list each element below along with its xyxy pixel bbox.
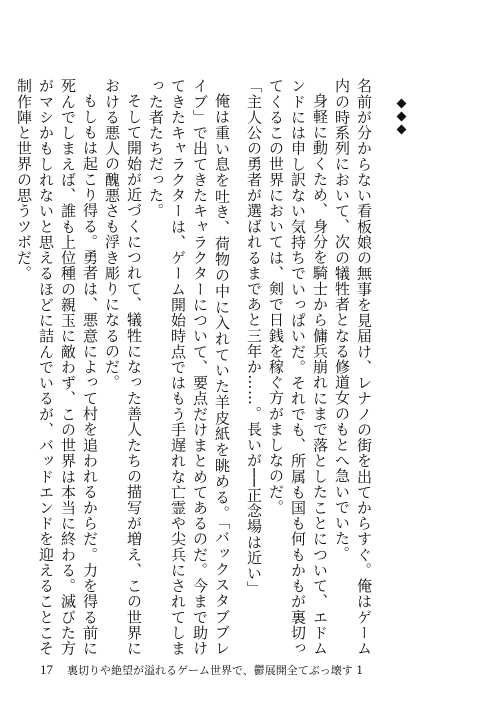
dialogue-line: 「主人公の勇者が選ばれるまであと三年か……。長いが──正念場は近い」 [245,78,263,597]
diamond-icon [396,112,406,122]
paragraph: 名前が分からない看板娘の無事を見届け、レナノの街を出てからすぐ。俺はゲーム内の時系列において、次の犠牲者となる修道女のもとへ急いでいた。 [333,78,373,656]
diamond-icon [396,125,406,135]
paragraph: 俺は重い息を吐き、荷物の中に入れていた羊皮紙を眺める。「バックスタブブレイブ」で出てきたキャラクターについて、要点だけまとめてあるのだ。今まで助けてきたキャラクターは、ゲーム開始時点ではもう手遅れな亡霊や尖兵にされてしまった者たちだった。 [147,78,231,656]
paragraph: そして開始が近づくにつれて、犠牲になった善人たちの描写が増え、この世界における悪人の醜悪さも浮き彫りになるのだ。 [103,78,143,656]
paragraph: 身軽に動くため、身分を騎士から傭兵崩れにまで落としたことについて、エドムンドには申し訳ない気持ちでいっぱいだ。それでも、所属も国も何もかもが裏切ってくるこの世界においては、剣で日銭を稼ぐ方がましなのだ。 [267,78,329,656]
diamond-icon [396,99,406,109]
page-number: 17 [40,662,53,677]
page-footer [40,662,363,678]
book-title: 裏切りや絶望が溢れるゲーム世界で、鬱展開全てぶっ壊す 1 [67,664,364,677]
paragraph: もしもは起こり得る。勇者は、悪意によって村を追われるからだ。力を得る前に死んでしまえば、誰も上位種の親玉に敵わず、この世界は本当に終わる。滅びた方がマシかもしれないと思えるほどに詰んでいるが、バッドエンドを迎えることこそ制作陣と世界の思うツボだ。 [15,78,99,656]
three-diamonds-ornament-icon [388,97,414,136]
body-text [15,78,375,656]
